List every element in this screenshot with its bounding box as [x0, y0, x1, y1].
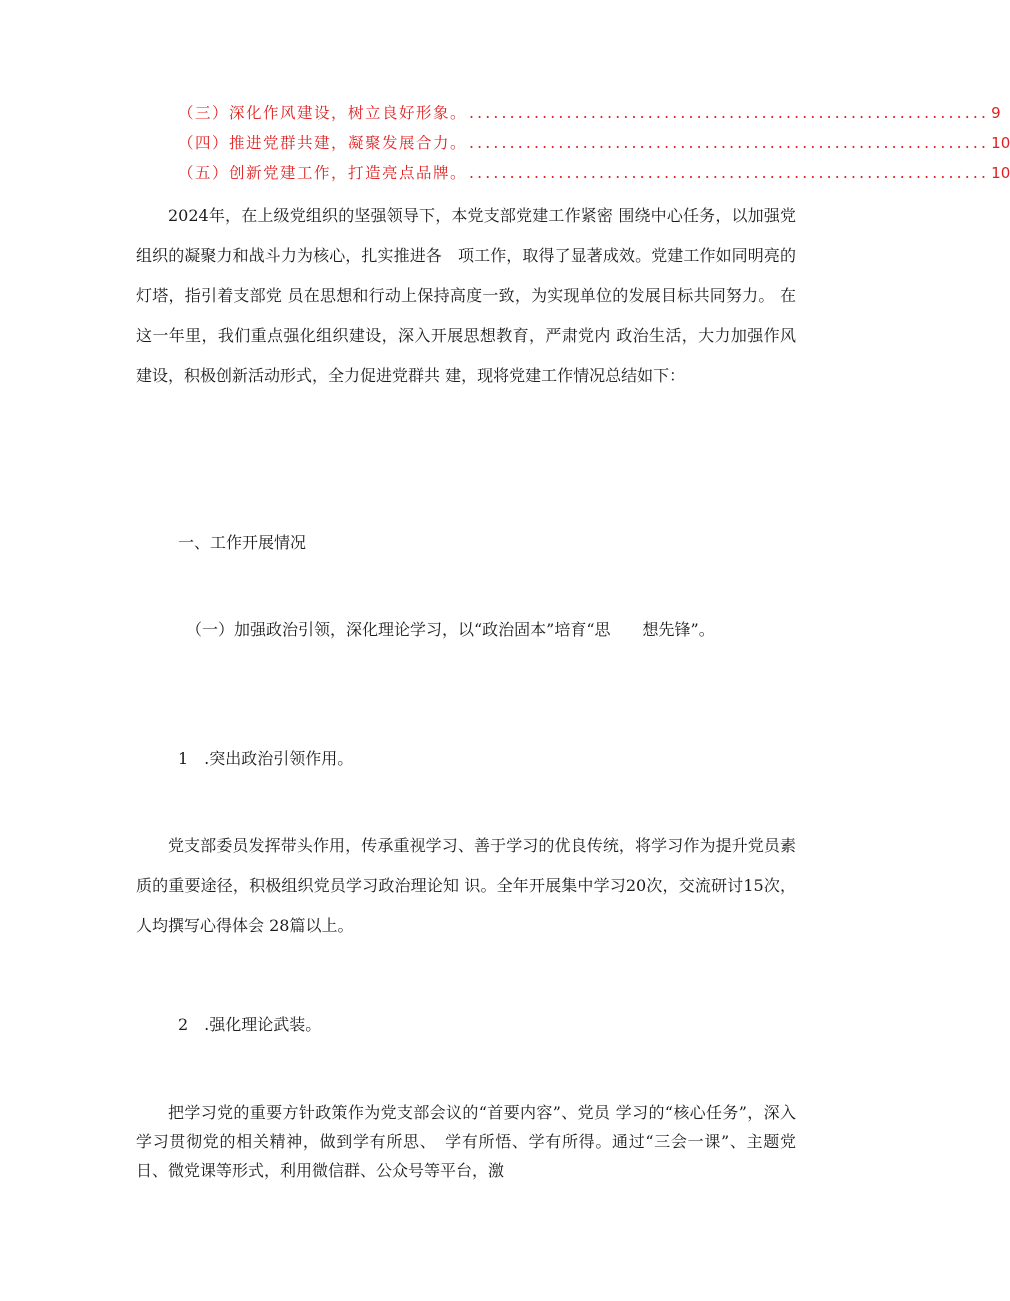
- item-heading: 2 .强化理论武装。: [178, 1015, 322, 1034]
- body-paragraph: 党支部委员发挥带头作用，传承重视学习、善于学习的优良传统，将学习作为提升党员素质的重要途径，积极组织党员学习政治理论知 识。全年开展集中学习20次，交流研讨15次，人均撰写心得体会 28篇以上。: [136, 836, 796, 935]
- toc-entry[interactable]: [178, 158, 1010, 188]
- toc-entry-title: （三）深化作风建设，树立良好形象。: [178, 104, 468, 122]
- body-paragraph: 把学习党的重要方针政策作为党支部会议的“首要内容”、党员 学习的“核心任务”，深入学习贯彻党的相关精神，做到学有所思、 学有所悟、学有所得。通过“三会一课”、主题党日、微党课等形式，利用微信群、公众号等平台，激: [136, 1103, 796, 1180]
- table-of-contents: [178, 98, 1010, 188]
- section-heading: 一、工作开展情况: [178, 533, 307, 552]
- toc-entry-title: （四）推进党群共建，凝聚发展合力。: [178, 134, 468, 152]
- toc-leader-dots: ................................................................: [469, 164, 990, 182]
- toc-entry-title: （五）创新党建工作，打造亮点品牌。: [178, 164, 468, 182]
- toc-entry-page: 10: [991, 134, 1010, 152]
- toc-entry-page: 9: [991, 104, 1001, 122]
- subsection-heading: （一）加强政治引领，深化理论学习，以“政治固本”培育“思 想先锋”。: [186, 620, 715, 639]
- toc-entry[interactable]: [178, 128, 1010, 158]
- toc-leader-dots: ................................................................: [469, 134, 990, 152]
- toc-leader-dots: ................................................................: [469, 104, 990, 122]
- toc-entry[interactable]: [178, 98, 1001, 128]
- toc-entry-page: 10: [991, 164, 1010, 182]
- intro-paragraph: 2024年，在上级党组织的坚强领导下，本党支部党建工作紧密 围绕中心任务，以加强党组织的凝聚力和战斗力为核心，扎实推进各 项工作，取得了显著成效。党建工作如同明亮的灯塔，指引着支部党 员在思想和行动上保持高度一致，为实现单位的发展目标共同努力。 在这一年里，我们重点强化组织建设，深入开展思想教育，严肃党内 政治生活，大力加强作风建设，积极创新活动形式，全力促进党群共 建，现将党建工作情况总结如下：: [136, 206, 796, 385]
- item-heading: 1 .突出政治引领作用。: [178, 749, 354, 768]
